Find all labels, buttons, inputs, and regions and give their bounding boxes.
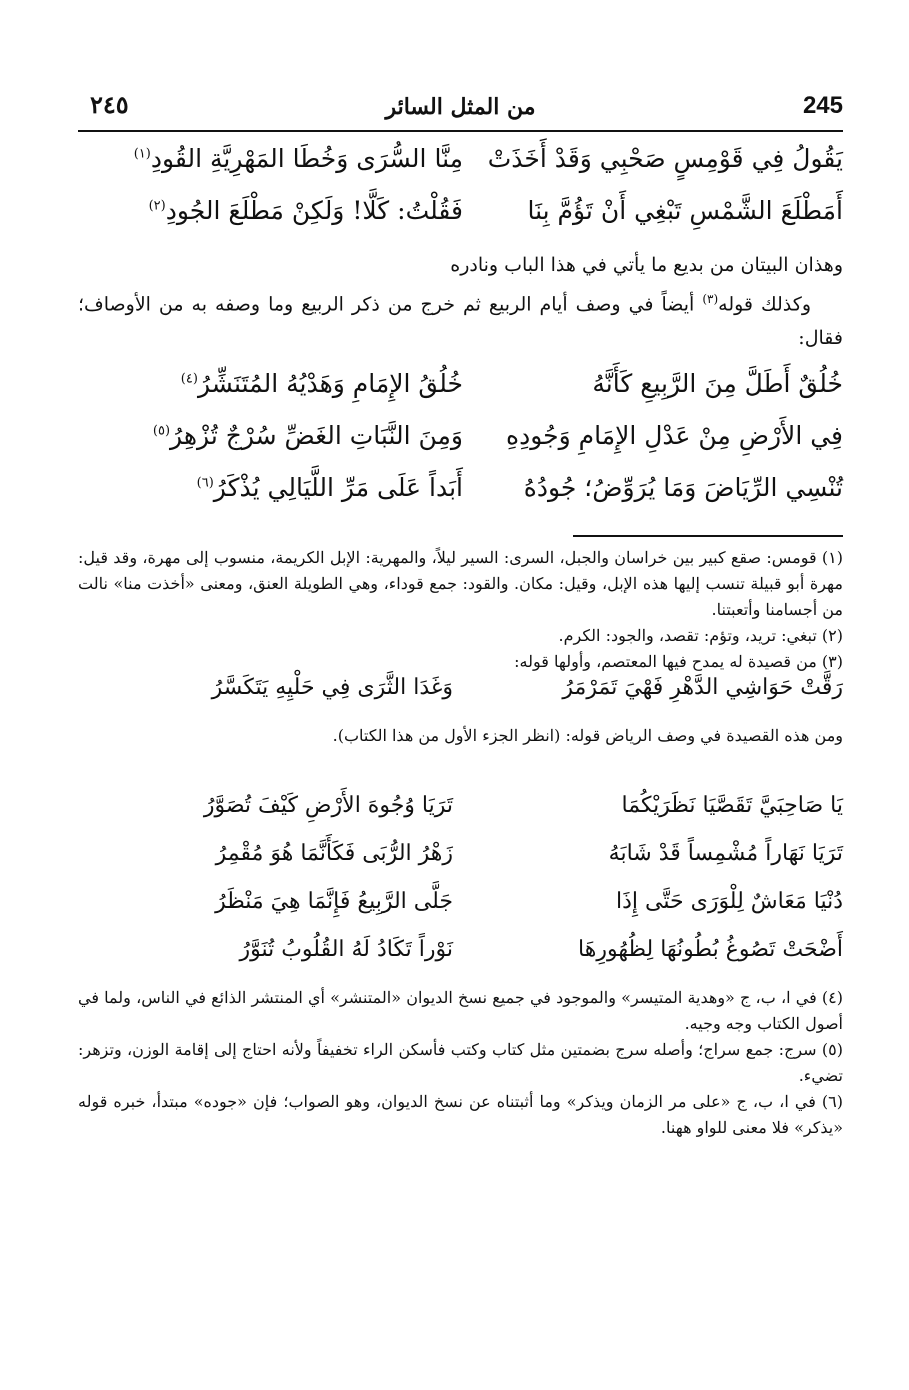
footnote-5: (٥) سرج: جمع سراج؛ وأصله سرج بضمتين مثل كتاب وكتب فأسكن الراء تخفيفاً ولأنه احتاج إلى إقامة الوزن، وتزهر: تضيء. [78, 1040, 844, 1086]
page-number-arabic: ٢٤٥ [90, 90, 129, 119]
verse-hemistich-first: دُنْيَا مَعَاشٌ لِلْوَرَى حَتَّى إِذَا [616, 889, 843, 915]
verse-hemistich-first: فِي الأَرْضِ مِنْ عَدْلِ الإِمَامِ وَجُودِهِ [505, 421, 843, 451]
verse-text: وَمِنَ النَّبَاتِ الغَضِّ سُرْجٌ تُزْهِرُ [170, 421, 463, 451]
footnote-verse-line [78, 675, 843, 723]
verse-line [78, 369, 843, 421]
verse-text: فَقُلْتُ: كَلَّا! وَلَكِنْ مَطْلَعَ الجُودِ [165, 196, 463, 225]
verse-hemistich-first: أَضْحَتْ تَصُوغُ بُطُونُهَا لِظُهُورِهَا [578, 937, 843, 963]
footnote-marker: (٤) [180, 372, 198, 387]
verse-hemistich-second: زَهْرُ الرُّبَى فَكَأَنَّمَا هُوَ مُقْمِرُ [215, 841, 453, 867]
footnote-3-text: ومن هذه القصيدة في وصف الرياض قوله: (انظر الجزء الأول من هذا الكتاب). [332, 726, 843, 746]
verse-line [78, 196, 843, 248]
verse-hemistich-second [78, 144, 463, 173]
verse-line [78, 144, 843, 196]
verse-hemistich-second [78, 473, 463, 502]
paragraph-text: وكذلك قوله [718, 293, 811, 316]
page-header [78, 88, 843, 132]
verse-hemistich-second: تَرَيَا وُجُوهَ الأَرْضِ كَيْفَ تُصَوَّرُ [203, 793, 453, 819]
verse-hemistich-first: يَقُولُ فِي قَوْمِسٍ صَحْبِي وَقَدْ أَخَذَتْ [487, 144, 843, 173]
footnotes-continued [78, 985, 843, 1141]
body-text [78, 248, 843, 355]
verse-hemistich-first: خُلُقٌ أَطَلَّ مِنَ الرَّبِيعِ كَأَنَّهُ [592, 369, 843, 399]
footnote-4: (٤) في ا، ب، ج «وهدية المتيسر» والموجود في جميع نسخ الديوان «المتنشر» أي المنتشر الذائع في الناس، ولما في أصول الكتاب وجه وجيه. [78, 988, 843, 1034]
verse-hemistich-second: نَوْراً تَكَادُ لَهُ القُلُوبُ تُنَوَّرُ [239, 937, 453, 963]
verse-text: خُلُقُ الإِمَامِ وَهَدْيُهُ المُتَنَشِّرُ [197, 369, 463, 399]
footnote-marker: (٢) [148, 198, 166, 214]
running-title: من المثل السائر [385, 94, 536, 120]
footnote-1: (١) قومس: صقع كبير بين خراسان والجبل، السرى: السير ليلاً، والمهرية: الإبل الكريمة، منسوب إلى مهرة، وقد قيل: مهرة أبو قبيلة تنسب إليها هذه الإبل، وقيل: مكان. والقود: جمع قوداء، وهي الطويلة العنق، ومعنى «أخذت منا» نالت من أجسامنا وأتعبتنا. [78, 548, 843, 620]
footnote-marker: (٦) [196, 476, 214, 491]
footnote-verse-line [78, 841, 843, 889]
verse-hemistich-second [78, 196, 463, 225]
footnote-verse-line [78, 793, 843, 841]
paragraph: وهذان البيتان من بديع ما يأتي في هذا الباب ونادره [450, 254, 843, 276]
paragraph [78, 282, 843, 355]
footnote-3-continuation [78, 723, 843, 749]
verse-hemistich-first: تَرَيَا نَهَاراً مُشْمِساً قَدْ شَابَهُ [608, 841, 843, 867]
footnote-marker: (٣) [702, 292, 719, 306]
verse-text: مِنَّا السُّرَى وَخُطَا المَهْرِيَّةِ القُودِ [150, 144, 463, 173]
footnote-verse-line [78, 937, 843, 985]
verse-hemistich-second [78, 369, 463, 398]
page-number-latin: 245 [802, 92, 843, 119]
verse-hemistich-first: تُنْسِي الرِّيَاضَ وَمَا يُرَوِّضُ؛ جُودُهُ [523, 473, 843, 503]
verse-hemistich-first: يَا صَاحِبَيَّ تَقَصَّيَا نَظَرَيْكُمَا [621, 793, 843, 819]
verse-hemistich-second [78, 421, 463, 450]
verse-text: أَبَداً عَلَى مَرِّ اللَّيَالِي يُذْكَرُ [213, 473, 463, 503]
footnote-3: (٣) من قصيدة له يمدح فيها المعتصم، وأولها قوله: [514, 652, 843, 672]
footnote-marker: (٥) [152, 424, 171, 439]
verse-hemistich-second: جَلَّى الرَّبِيعُ فَإِنَّمَا هِيَ مَنْظَرُ [215, 889, 453, 915]
footnote-6: (٦) في ا، ب، ج «على مر الزمان ويذكر» وما أثبتناه عن نسخ الديوان، وهو الصواب؛ فإن «جوده» مبتدأ، خبره قوله «يذكر» فلا معنى للواو ههنا. [78, 1092, 843, 1138]
verse-line [78, 473, 843, 525]
footnote-marker: (١) [133, 146, 151, 162]
verse-hemistich-first: أَمَطْلَعَ الشَّمْسِ تَبْغِي أَنْ تَؤُمَّ بِنَا [527, 196, 843, 225]
paragraph-text: أيضاً في وصف أيام الربيع ثم خرج من ذكر الربيع وما وصفه به من الأوصاف؛ فقال: [78, 293, 843, 350]
verse-hemistich-second: وَغَدَا الثَّرَى فِي حَلْيِهِ يَتَكَسَّرُ [211, 675, 453, 701]
footnotes [78, 545, 843, 675]
footnote-verse-line [78, 889, 843, 937]
footnote-separator [573, 535, 843, 537]
verse-hemistich-first: رَقَّتْ حَوَاشِي الدَّهْرِ فَهْيَ تَمَرْمَرُ [562, 675, 843, 701]
footnote-2: (٢) تبغي: تريد، وتؤم: تقصد، والجود: الكرم. [558, 626, 843, 646]
verse-line [78, 421, 843, 473]
book-page [78, 88, 843, 1141]
